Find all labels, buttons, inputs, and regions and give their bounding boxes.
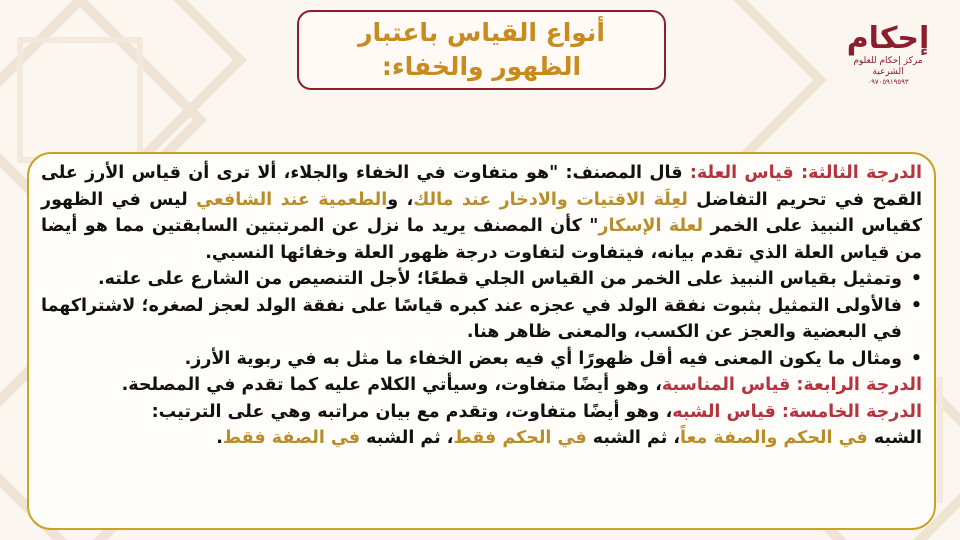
level-5-heading: الدرجة الخامسة:: [781, 401, 922, 422]
paragraph-level-4: [41, 372, 922, 399]
level-3-gold-1: لعِلَة الاقتيات والادخار عند مالك: [413, 189, 688, 210]
logo: [838, 22, 938, 97]
title-box: [297, 10, 666, 90]
order-gold-2: في الحكم فقط: [453, 428, 587, 448]
logo-subtitle: مركز إحكام للعلوم الشرعية: [853, 56, 923, 77]
title-line-1: أنواع القياس باعتبار: [358, 18, 605, 47]
title-line-2: الظهور والخفاء:: [381, 52, 582, 81]
bullet-item: • فالأولى التمثيل بثبوت نفقة الولد في عجزه عند كبره قياسًا على نفقة الولد لعجز لصغره؛ لاشتراكهما في البعضية والعجز عن الكسب، والمعنى ظاهر هنا.: [41, 293, 902, 346]
level-3-text-3: ليس في الظهور كقياس النبيذ على الخمر: [41, 189, 923, 236]
paragraph-shabah-order: [41, 425, 922, 452]
paragraph-level-5: [41, 399, 922, 426]
order-text-3: ، ثم الشبه: [360, 428, 454, 448]
level-3-text-1: قال المصنف: "هو متفاوت في الخفاء والجلاء، ألا ترى أن قياس الأرز على القمح في تحريم التفاضل: [41, 163, 923, 210]
level-3-heading: الدرجة الثالثة:: [801, 163, 922, 183]
order-text-2: ، ثم الشبه: [586, 428, 681, 448]
paragraph-level-3: [41, 160, 922, 266]
logo-word: إحكام: [846, 21, 930, 56]
level-3-gold-3: لعلة الإسكار: [598, 216, 704, 236]
level-5-subheading: قياس الشبه: [672, 401, 776, 422]
level-4-text: ، وهو أيضًا متفاوت، وسيأتي الكلام عليه كما تقدم في المصلحة.: [121, 375, 662, 395]
order-text-1: الشبه: [867, 428, 922, 448]
bullet-item: • ومثال ما يكون المعنى فيه أقل ظهورًا أي فيه بعض الخفاء ما مثل به في ربوية الأرز.: [41, 346, 902, 373]
logo-phone: ٠٩٧٠٥٩١٩٥٩٣: [867, 78, 909, 86]
level-3-gold-2: الطعمية عند الشافعي: [196, 189, 388, 210]
bullet-list: [41, 266, 922, 372]
level-3-text-4: " كأن المصنف يريد ما نزل عن المرتبتين السابقتين مما هو أيضا من قياس العلة الذي تقدم بيانه، فيتفاوت لتفاوت درجة ظهور العلة وخفائها النسبي.: [41, 216, 922, 263]
level-3-text-2: ، و: [387, 189, 414, 210]
order-gold-3: في الصفة فقط: [222, 428, 361, 448]
order-text-4: .: [216, 428, 223, 448]
level-3-subheading: قياس العلة:: [689, 163, 794, 183]
bullet-item: • وتمثيل بقياس النبيذ على الخمر من القياس الجلي قطعًا؛ لأجل التنصيص من الشارع على علته.: [41, 266, 902, 293]
content-box: [27, 152, 936, 530]
level-4-heading: الدرجة الرابعة:: [796, 375, 922, 395]
level-5-text: ، وهو أيضًا متفاوت، وتقدم مع بيان مراتبه وهي على الترتيب:: [151, 401, 673, 422]
level-4-subheading: قياس المناسبة: [661, 375, 791, 395]
order-gold-1: في الحكم والصفة معاً: [680, 428, 868, 448]
